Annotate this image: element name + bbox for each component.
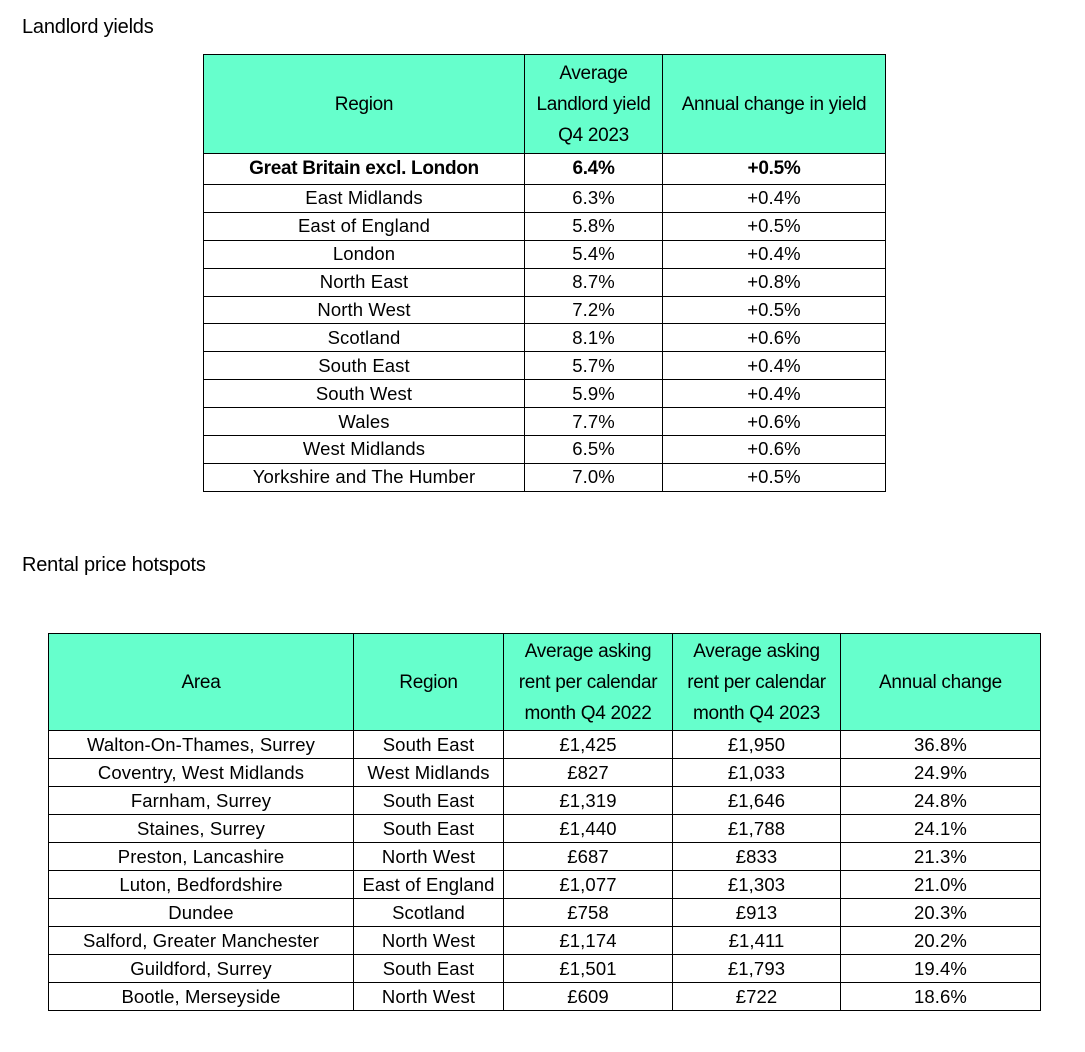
cell-region: North West	[354, 983, 504, 1011]
table-row	[204, 436, 886, 464]
cell-yield: 7.2%	[525, 296, 663, 324]
summary-row	[204, 154, 886, 185]
cell-rent2022: £609	[504, 983, 673, 1011]
cell-area: Dundee	[49, 899, 354, 927]
cell-area: Guildford, Surrey	[49, 955, 354, 983]
cell-region: West Midlands	[354, 759, 504, 787]
table-row	[49, 815, 1041, 843]
cell-change: 20.2%	[841, 927, 1041, 955]
summary-region: Great Britain excl. London	[204, 154, 525, 185]
cell-change: +0.6%	[663, 408, 886, 436]
cell-area: Staines, Surrey	[49, 815, 354, 843]
table-row	[49, 927, 1041, 955]
table-row	[204, 380, 886, 408]
cell-change: 20.3%	[841, 899, 1041, 927]
cell-rent2022: £758	[504, 899, 673, 927]
cell-region: East Midlands	[204, 185, 525, 213]
cell-change: +0.4%	[663, 380, 886, 408]
cell-yield: 5.4%	[525, 240, 663, 268]
cell-rent2023: £1,788	[673, 815, 841, 843]
cell-region: Scotland	[354, 899, 504, 927]
table-row	[49, 759, 1041, 787]
cell-change: 24.9%	[841, 759, 1041, 787]
cell-rent2023: £1,950	[673, 731, 841, 759]
cell-region: London	[204, 240, 525, 268]
table-row	[204, 240, 886, 268]
cell-rent2023: £722	[673, 983, 841, 1011]
cell-area: Coventry, West Midlands	[49, 759, 354, 787]
table-header-row	[204, 55, 886, 154]
cell-yield: 6.5%	[525, 436, 663, 464]
cell-rent2022: £1,174	[504, 927, 673, 955]
header-line: month Q4 2022	[524, 702, 652, 724]
cell-change: +0.6%	[663, 324, 886, 352]
cell-rent2023: £1,646	[673, 787, 841, 815]
cell-change: 24.8%	[841, 787, 1041, 815]
header-line: month Q4 2023	[692, 702, 821, 724]
landlord-yields-heading: Landlord yields	[22, 16, 154, 38]
header-line: Landlord yield	[536, 93, 651, 115]
cell-yield: 6.3%	[525, 185, 663, 213]
header-line: rent per calendar	[687, 671, 826, 693]
table-row	[49, 983, 1041, 1011]
table-row	[49, 843, 1041, 871]
cell-rent2023: £913	[673, 899, 841, 927]
cell-region: South East	[354, 731, 504, 759]
cell-change: 24.1%	[841, 815, 1041, 843]
cell-yield: 7.0%	[525, 463, 663, 491]
cell-region: South East	[204, 352, 525, 380]
header-rent-2022	[504, 634, 673, 731]
table-row	[204, 463, 886, 491]
cell-region: North West	[204, 296, 525, 324]
cell-yield: 5.8%	[525, 212, 663, 240]
rental-hotspots-heading: Rental price hotspots	[22, 554, 206, 576]
cell-rent2022: £1,425	[504, 731, 673, 759]
header-line: Q4 2023	[558, 124, 629, 146]
header-line: rent per calendar	[518, 671, 658, 693]
cell-rent2022: £687	[504, 843, 673, 871]
table-row	[204, 268, 886, 296]
cell-region: Wales	[204, 408, 525, 436]
cell-region: Yorkshire and The Humber	[204, 463, 525, 491]
header-rent-2023	[673, 634, 841, 731]
cell-region: East of England	[204, 212, 525, 240]
cell-rent2022: £827	[504, 759, 673, 787]
cell-change: +0.4%	[663, 240, 886, 268]
table-row	[204, 296, 886, 324]
cell-yield: 8.7%	[525, 268, 663, 296]
table-row	[204, 324, 886, 352]
header-region: Region	[204, 55, 525, 154]
cell-region: West Midlands	[204, 436, 525, 464]
cell-rent2023: £833	[673, 843, 841, 871]
cell-region: South East	[354, 815, 504, 843]
cell-change: +0.6%	[663, 436, 886, 464]
table-row	[49, 871, 1041, 899]
table-row	[204, 185, 886, 213]
cell-region: North West	[354, 927, 504, 955]
cell-rent2023: £1,033	[673, 759, 841, 787]
cell-rent2022: £1,440	[504, 815, 673, 843]
cell-change: +0.8%	[663, 268, 886, 296]
cell-change: 18.6%	[841, 983, 1041, 1011]
cell-change: 19.4%	[841, 955, 1041, 983]
landlord-yields-table	[203, 54, 886, 492]
cell-region: South West	[204, 380, 525, 408]
summary-change: +0.5%	[663, 154, 886, 185]
header-line: Average asking	[524, 640, 652, 662]
cell-yield: 8.1%	[525, 324, 663, 352]
cell-region: Scotland	[204, 324, 525, 352]
cell-change: +0.5%	[663, 463, 886, 491]
header-line: Average	[559, 62, 628, 84]
header-annual-change: Annual change in yield	[663, 55, 886, 154]
cell-yield: 5.7%	[525, 352, 663, 380]
header-line: Average asking	[693, 640, 820, 662]
cell-yield: 7.7%	[525, 408, 663, 436]
cell-rent2022: £1,319	[504, 787, 673, 815]
table-row	[49, 787, 1041, 815]
header-annual-change: Annual change	[841, 634, 1041, 731]
cell-region: South East	[354, 955, 504, 983]
table-row	[49, 955, 1041, 983]
table-row	[49, 899, 1041, 927]
table-header-row	[49, 634, 1041, 731]
table-row	[204, 212, 886, 240]
cell-area: Farnham, Surrey	[49, 787, 354, 815]
cell-change: 21.0%	[841, 871, 1041, 899]
cell-rent2023: £1,793	[673, 955, 841, 983]
summary-yield: 6.4%	[525, 154, 663, 185]
cell-area: Preston, Lancashire	[49, 843, 354, 871]
header-region: Region	[354, 634, 504, 731]
cell-region: East of England	[354, 871, 504, 899]
rental-hotspots-table	[48, 633, 1041, 1011]
header-average-yield	[525, 55, 663, 154]
cell-change: +0.4%	[663, 352, 886, 380]
cell-area: Luton, Bedfordshire	[49, 871, 354, 899]
table-row	[204, 352, 886, 380]
cell-region: North East	[204, 268, 525, 296]
cell-rent2022: £1,501	[504, 955, 673, 983]
cell-change: +0.5%	[663, 296, 886, 324]
cell-region: North West	[354, 843, 504, 871]
cell-area: Bootle, Merseyside	[49, 983, 354, 1011]
table-row	[204, 408, 886, 436]
cell-change: 21.3%	[841, 843, 1041, 871]
cell-rent2023: £1,411	[673, 927, 841, 955]
cell-rent2023: £1,303	[673, 871, 841, 899]
cell-change: +0.4%	[663, 185, 886, 213]
table-row	[49, 731, 1041, 759]
cell-area: Salford, Greater Manchester	[49, 927, 354, 955]
cell-area: Walton-On-Thames, Surrey	[49, 731, 354, 759]
cell-rent2022: £1,077	[504, 871, 673, 899]
cell-region: South East	[354, 787, 504, 815]
cell-yield: 5.9%	[525, 380, 663, 408]
header-area: Area	[49, 634, 354, 731]
cell-change: +0.5%	[663, 212, 886, 240]
cell-change: 36.8%	[841, 731, 1041, 759]
